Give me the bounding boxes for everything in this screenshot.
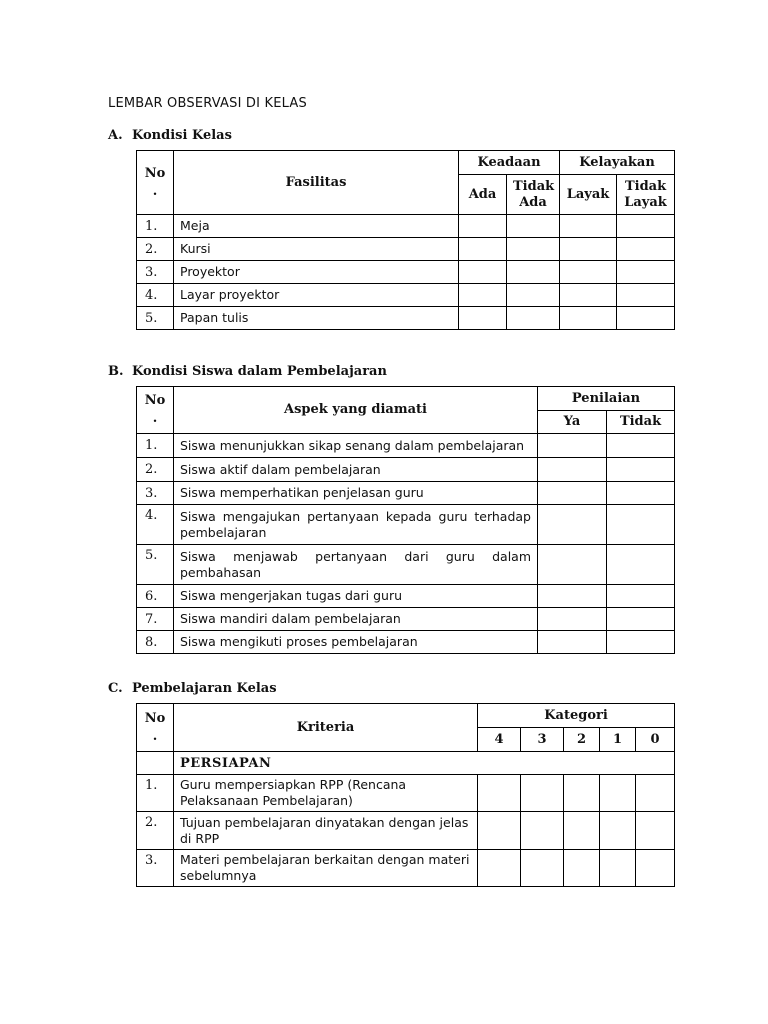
ya-cell[interactable] bbox=[538, 434, 607, 458]
layak-cell[interactable] bbox=[560, 215, 617, 238]
aspect-header: Aspek yang diamati bbox=[174, 387, 538, 434]
table-row bbox=[137, 458, 675, 482]
kelayakan-header: Kelayakan bbox=[560, 151, 675, 175]
layak-cell[interactable] bbox=[560, 307, 617, 330]
row-number: 2. bbox=[137, 238, 174, 261]
table-row bbox=[137, 505, 675, 545]
ya-cell[interactable] bbox=[538, 482, 607, 505]
tidak-layak-cell[interactable] bbox=[617, 261, 675, 284]
ya-header: Ya bbox=[538, 411, 607, 434]
ya-cell[interactable] bbox=[538, 458, 607, 482]
facility-item: Papan tulis bbox=[174, 307, 459, 330]
kategori-2-cell[interactable] bbox=[564, 775, 600, 812]
ada-cell[interactable] bbox=[459, 215, 507, 238]
tidak-cell[interactable] bbox=[607, 545, 675, 585]
kategori-3-header: 3 bbox=[521, 728, 564, 752]
ada-cell[interactable] bbox=[459, 307, 507, 330]
tidak-cell[interactable] bbox=[607, 608, 675, 631]
row-number: 8. bbox=[137, 631, 174, 654]
layak-cell[interactable] bbox=[560, 261, 617, 284]
student-condition-table bbox=[136, 386, 675, 654]
row-number: 1. bbox=[137, 434, 174, 458]
kategori-1-cell[interactable] bbox=[600, 850, 636, 887]
section-a-title: Kondisi Kelas bbox=[132, 128, 232, 143]
ada-cell[interactable] bbox=[459, 261, 507, 284]
kategori-1-cell[interactable] bbox=[600, 775, 636, 812]
document-title: LEMBAR OBSERVASI DI KELAS bbox=[108, 96, 307, 111]
table-row bbox=[137, 238, 675, 261]
kategori-3-cell[interactable] bbox=[521, 812, 564, 850]
table-row bbox=[137, 261, 675, 284]
kategori-0-cell[interactable] bbox=[636, 775, 675, 812]
keadaan-header: Keadaan bbox=[459, 151, 560, 175]
table-row bbox=[137, 434, 675, 458]
aspect-item: Siswa mandiri dalam pembelajaran bbox=[174, 608, 538, 631]
kategori-0-cell[interactable] bbox=[636, 850, 675, 887]
aspect-item: Siswa aktif dalam pembelajaran bbox=[174, 458, 538, 482]
table-row bbox=[137, 215, 675, 238]
kategori-2-cell[interactable] bbox=[564, 850, 600, 887]
row-number: 1. bbox=[137, 775, 174, 812]
aspect-item: Siswa mengerjakan tugas dari guru bbox=[174, 585, 538, 608]
tidak-ada-cell[interactable] bbox=[507, 284, 560, 307]
tidak-layak-cell[interactable] bbox=[617, 284, 675, 307]
table-row bbox=[137, 585, 675, 608]
tidak-layak-header: Tidak Layak bbox=[617, 175, 675, 215]
section-b-heading bbox=[108, 364, 387, 379]
tidak-cell[interactable] bbox=[607, 631, 675, 654]
table-row bbox=[137, 545, 675, 585]
aspect-no-header: No . bbox=[137, 387, 174, 434]
tidak-layak-cell[interactable] bbox=[617, 215, 675, 238]
section-a-heading bbox=[108, 128, 232, 143]
row-number: 5. bbox=[137, 545, 174, 585]
row-number: 2. bbox=[137, 458, 174, 482]
subheading-no-cell bbox=[137, 752, 174, 775]
kategori-3-cell[interactable] bbox=[521, 850, 564, 887]
kategori-0-header: 0 bbox=[636, 728, 675, 752]
table-row bbox=[137, 631, 675, 654]
ya-cell[interactable] bbox=[538, 608, 607, 631]
kategori-2-cell[interactable] bbox=[564, 812, 600, 850]
aspect-item: Siswa mengikuti proses pembelajaran bbox=[174, 631, 538, 654]
row-number: 5. bbox=[137, 307, 174, 330]
layak-cell[interactable] bbox=[560, 238, 617, 261]
row-number: 2. bbox=[137, 812, 174, 850]
tidak-ada-cell[interactable] bbox=[507, 261, 560, 284]
section-c-title: Pembelajaran Kelas bbox=[132, 681, 277, 696]
section-c-letter: C. bbox=[108, 681, 123, 696]
kategori-4-cell[interactable] bbox=[478, 850, 521, 887]
tidak-cell[interactable] bbox=[607, 458, 675, 482]
facility-table bbox=[136, 150, 675, 330]
table-row bbox=[137, 482, 675, 505]
tidak-cell[interactable] bbox=[607, 505, 675, 545]
criteria-header: Kriteria bbox=[174, 704, 478, 752]
section-c-heading bbox=[108, 681, 277, 696]
persiapan-subheading: PERSIAPAN bbox=[174, 752, 675, 775]
criteria-item: Guru mempersiapkan RPP (Rencana Pelaksanaan Pembelajaran) bbox=[174, 775, 478, 812]
penilaian-header: Penilaian bbox=[538, 387, 675, 411]
row-number: 1. bbox=[137, 215, 174, 238]
facility-item: Meja bbox=[174, 215, 459, 238]
tidak-layak-cell[interactable] bbox=[617, 307, 675, 330]
kategori-0-cell[interactable] bbox=[636, 812, 675, 850]
table-row bbox=[137, 284, 675, 307]
row-number: 7. bbox=[137, 608, 174, 631]
tidak-layak-cell[interactable] bbox=[617, 238, 675, 261]
kategori-4-cell[interactable] bbox=[478, 775, 521, 812]
facility-name-header: Fasilitas bbox=[174, 151, 459, 215]
facility-no-header: No . bbox=[137, 151, 174, 215]
section-b-letter: B. bbox=[108, 364, 124, 379]
ada-cell[interactable] bbox=[459, 238, 507, 261]
row-number: 6. bbox=[137, 585, 174, 608]
tidak-cell[interactable] bbox=[607, 482, 675, 505]
kategori-header: Kategori bbox=[478, 704, 675, 728]
kategori-2-header: 2 bbox=[564, 728, 600, 752]
kategori-4-cell[interactable] bbox=[478, 812, 521, 850]
ada-cell[interactable] bbox=[459, 284, 507, 307]
tidak-ada-cell[interactable] bbox=[507, 238, 560, 261]
learning-table bbox=[136, 703, 675, 887]
criteria-no-header: No . bbox=[137, 704, 174, 752]
layak-cell[interactable] bbox=[560, 284, 617, 307]
facility-item: Proyektor bbox=[174, 261, 459, 284]
kategori-3-cell[interactable] bbox=[521, 775, 564, 812]
criteria-item: Materi pembelajaran berkaitan dengan materi sebelumnya bbox=[174, 850, 478, 887]
layak-header: Layak bbox=[560, 175, 617, 215]
ada-header: Ada bbox=[459, 175, 507, 215]
section-a-letter: A. bbox=[108, 128, 123, 143]
row-number: 3. bbox=[137, 261, 174, 284]
tidak-ada-header: Tidak Ada bbox=[507, 175, 560, 215]
facility-item: Kursi bbox=[174, 238, 459, 261]
aspect-item: Siswa mengajukan pertanyaan kepada guru terhadap pembelajaran bbox=[174, 505, 538, 545]
row-number: 4. bbox=[137, 505, 174, 545]
criteria-item: Tujuan pembelajaran dinyatakan dengan jelas di RPP bbox=[174, 812, 478, 850]
aspect-item: Siswa menunjukkan sikap senang dalam pembelajaran bbox=[174, 434, 538, 458]
ya-cell[interactable] bbox=[538, 585, 607, 608]
ya-cell[interactable] bbox=[538, 505, 607, 545]
tidak-header: Tidak bbox=[607, 411, 675, 434]
table-row bbox=[137, 775, 675, 812]
table-row bbox=[137, 850, 675, 887]
tidak-ada-cell[interactable] bbox=[507, 215, 560, 238]
aspect-item: Siswa menjawab pertanyaan dari guru dalam pembahasan bbox=[174, 545, 538, 585]
kategori-4-header: 4 bbox=[478, 728, 521, 752]
tidak-cell[interactable] bbox=[607, 585, 675, 608]
tidak-cell[interactable] bbox=[607, 434, 675, 458]
row-number: 3. bbox=[137, 850, 174, 887]
row-number: 4. bbox=[137, 284, 174, 307]
kategori-1-cell[interactable] bbox=[600, 812, 636, 850]
tidak-ada-cell[interactable] bbox=[507, 307, 560, 330]
kategori-1-header: 1 bbox=[600, 728, 636, 752]
table-row bbox=[137, 608, 675, 631]
section-b-title: Kondisi Siswa dalam Pembelajaran bbox=[132, 364, 387, 379]
ya-cell[interactable] bbox=[538, 545, 607, 585]
ya-cell[interactable] bbox=[538, 631, 607, 654]
table-row bbox=[137, 307, 675, 330]
facility-item: Layar proyektor bbox=[174, 284, 459, 307]
row-number: 3. bbox=[137, 482, 174, 505]
table-row bbox=[137, 812, 675, 850]
aspect-item: Siswa memperhatikan penjelasan guru bbox=[174, 482, 538, 505]
